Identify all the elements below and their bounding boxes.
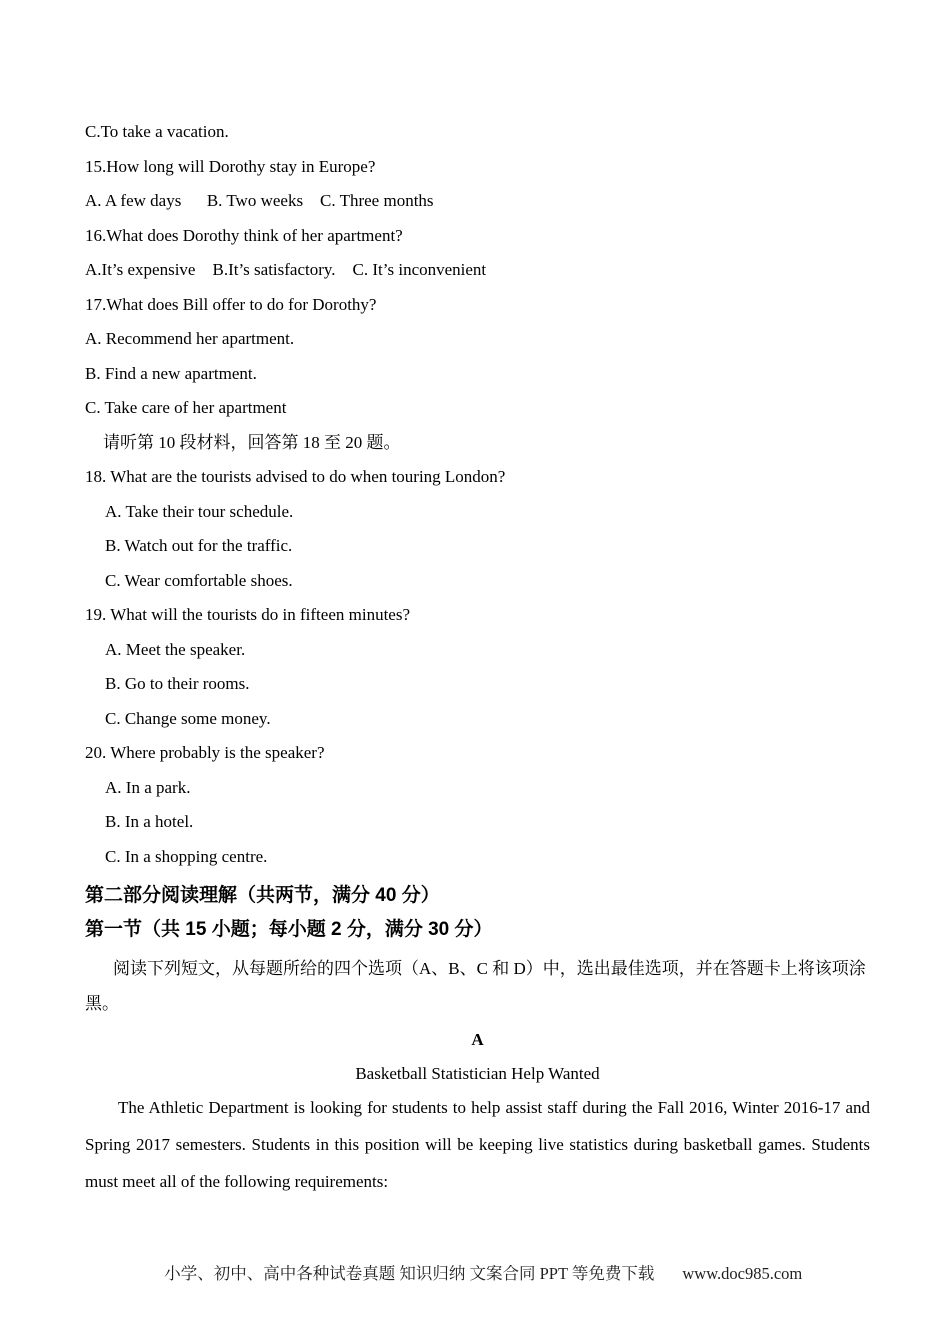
q18-question: 18. What are the tourists advised to do when touring London? bbox=[85, 467, 506, 486]
q20-option-c: C. In a shopping centre. bbox=[105, 847, 268, 866]
q20-option-a: A. In a park. bbox=[105, 778, 191, 797]
passage-title: Basketball Statistician Help Wanted bbox=[355, 1064, 600, 1083]
q20-question: 20. Where probably is the speaker? bbox=[85, 743, 325, 762]
q18-option-b: B. Watch out for the traffic. bbox=[105, 536, 293, 555]
reading-instructions-line2: 黑。 bbox=[85, 994, 119, 1013]
footer-promo-text: 小学、初中、高中各种试卷真题 知识归纳 文案合同 PPT 等免费下载 bbox=[164, 1264, 655, 1283]
q17-question: 17.What does Bill offer to do for Dorothy? bbox=[85, 295, 377, 314]
passage-paragraph-line1: The Athletic Department is looking for students to help assist staff during the Fall 2016, Winter 2016-17 and bbox=[118, 1098, 870, 1117]
page-footer bbox=[0, 1241, 950, 1307]
q17-option-a: A. Recommend her apartment. bbox=[85, 329, 295, 348]
part2-heading: 第二部分阅读理解（共两节，满分 40 分） bbox=[85, 885, 440, 906]
passage-paragraph-line2: Spring 2017 semesters. Students in this position will be keeping live statistics during basketball games. Students bbox=[85, 1135, 870, 1154]
q18-option-a: A. Take their tour schedule. bbox=[105, 502, 294, 521]
passage-paragraph-line3: must meet all of the following requirements: bbox=[85, 1172, 389, 1191]
q19-option-c: C. Change some money. bbox=[105, 709, 271, 728]
q19-question: 19. What will the tourists do in fifteen minutes? bbox=[85, 605, 410, 624]
q20-option-b: B. In a hotel. bbox=[105, 812, 194, 831]
q17-option-c: C. Take care of her apartment bbox=[85, 398, 287, 417]
section1-heading: 第一节（共 15 小题；每小题 2 分，满分 30 分） bbox=[85, 919, 493, 940]
q16-options-row: A.It’s expensive B.It’s satisfactory. C. It’s inconvenient bbox=[85, 260, 487, 279]
reading-instructions-line1: 阅读下列短文，从每题所给的四个选项（A、B、C 和 D）中，选出最佳选项，并在答题卡上将该项涂 bbox=[113, 959, 866, 978]
q15-question: 15.How long will Dorothy stay in Europe? bbox=[85, 157, 376, 176]
passage-label: A bbox=[471, 1030, 484, 1049]
q17-option-b: B. Find a new apartment. bbox=[85, 364, 257, 383]
footer-url-link[interactable]: www.doc985.com bbox=[682, 1264, 803, 1283]
q14-option-c: C.To take a vacation. bbox=[85, 122, 229, 141]
q18-option-c: C. Wear comfortable shoes. bbox=[105, 571, 293, 590]
section-10-note: 请听第 10 段材料，回答第 18 至 20 题。 bbox=[103, 433, 401, 452]
q19-option-b: B. Go to their rooms. bbox=[105, 674, 250, 693]
q15-options-row: A. A few days B. Two weeks C. Three months bbox=[85, 191, 434, 210]
q19-option-a: A. Meet the speaker. bbox=[105, 640, 246, 659]
q16-question: 16.What does Dorothy think of her apartment? bbox=[85, 226, 403, 245]
